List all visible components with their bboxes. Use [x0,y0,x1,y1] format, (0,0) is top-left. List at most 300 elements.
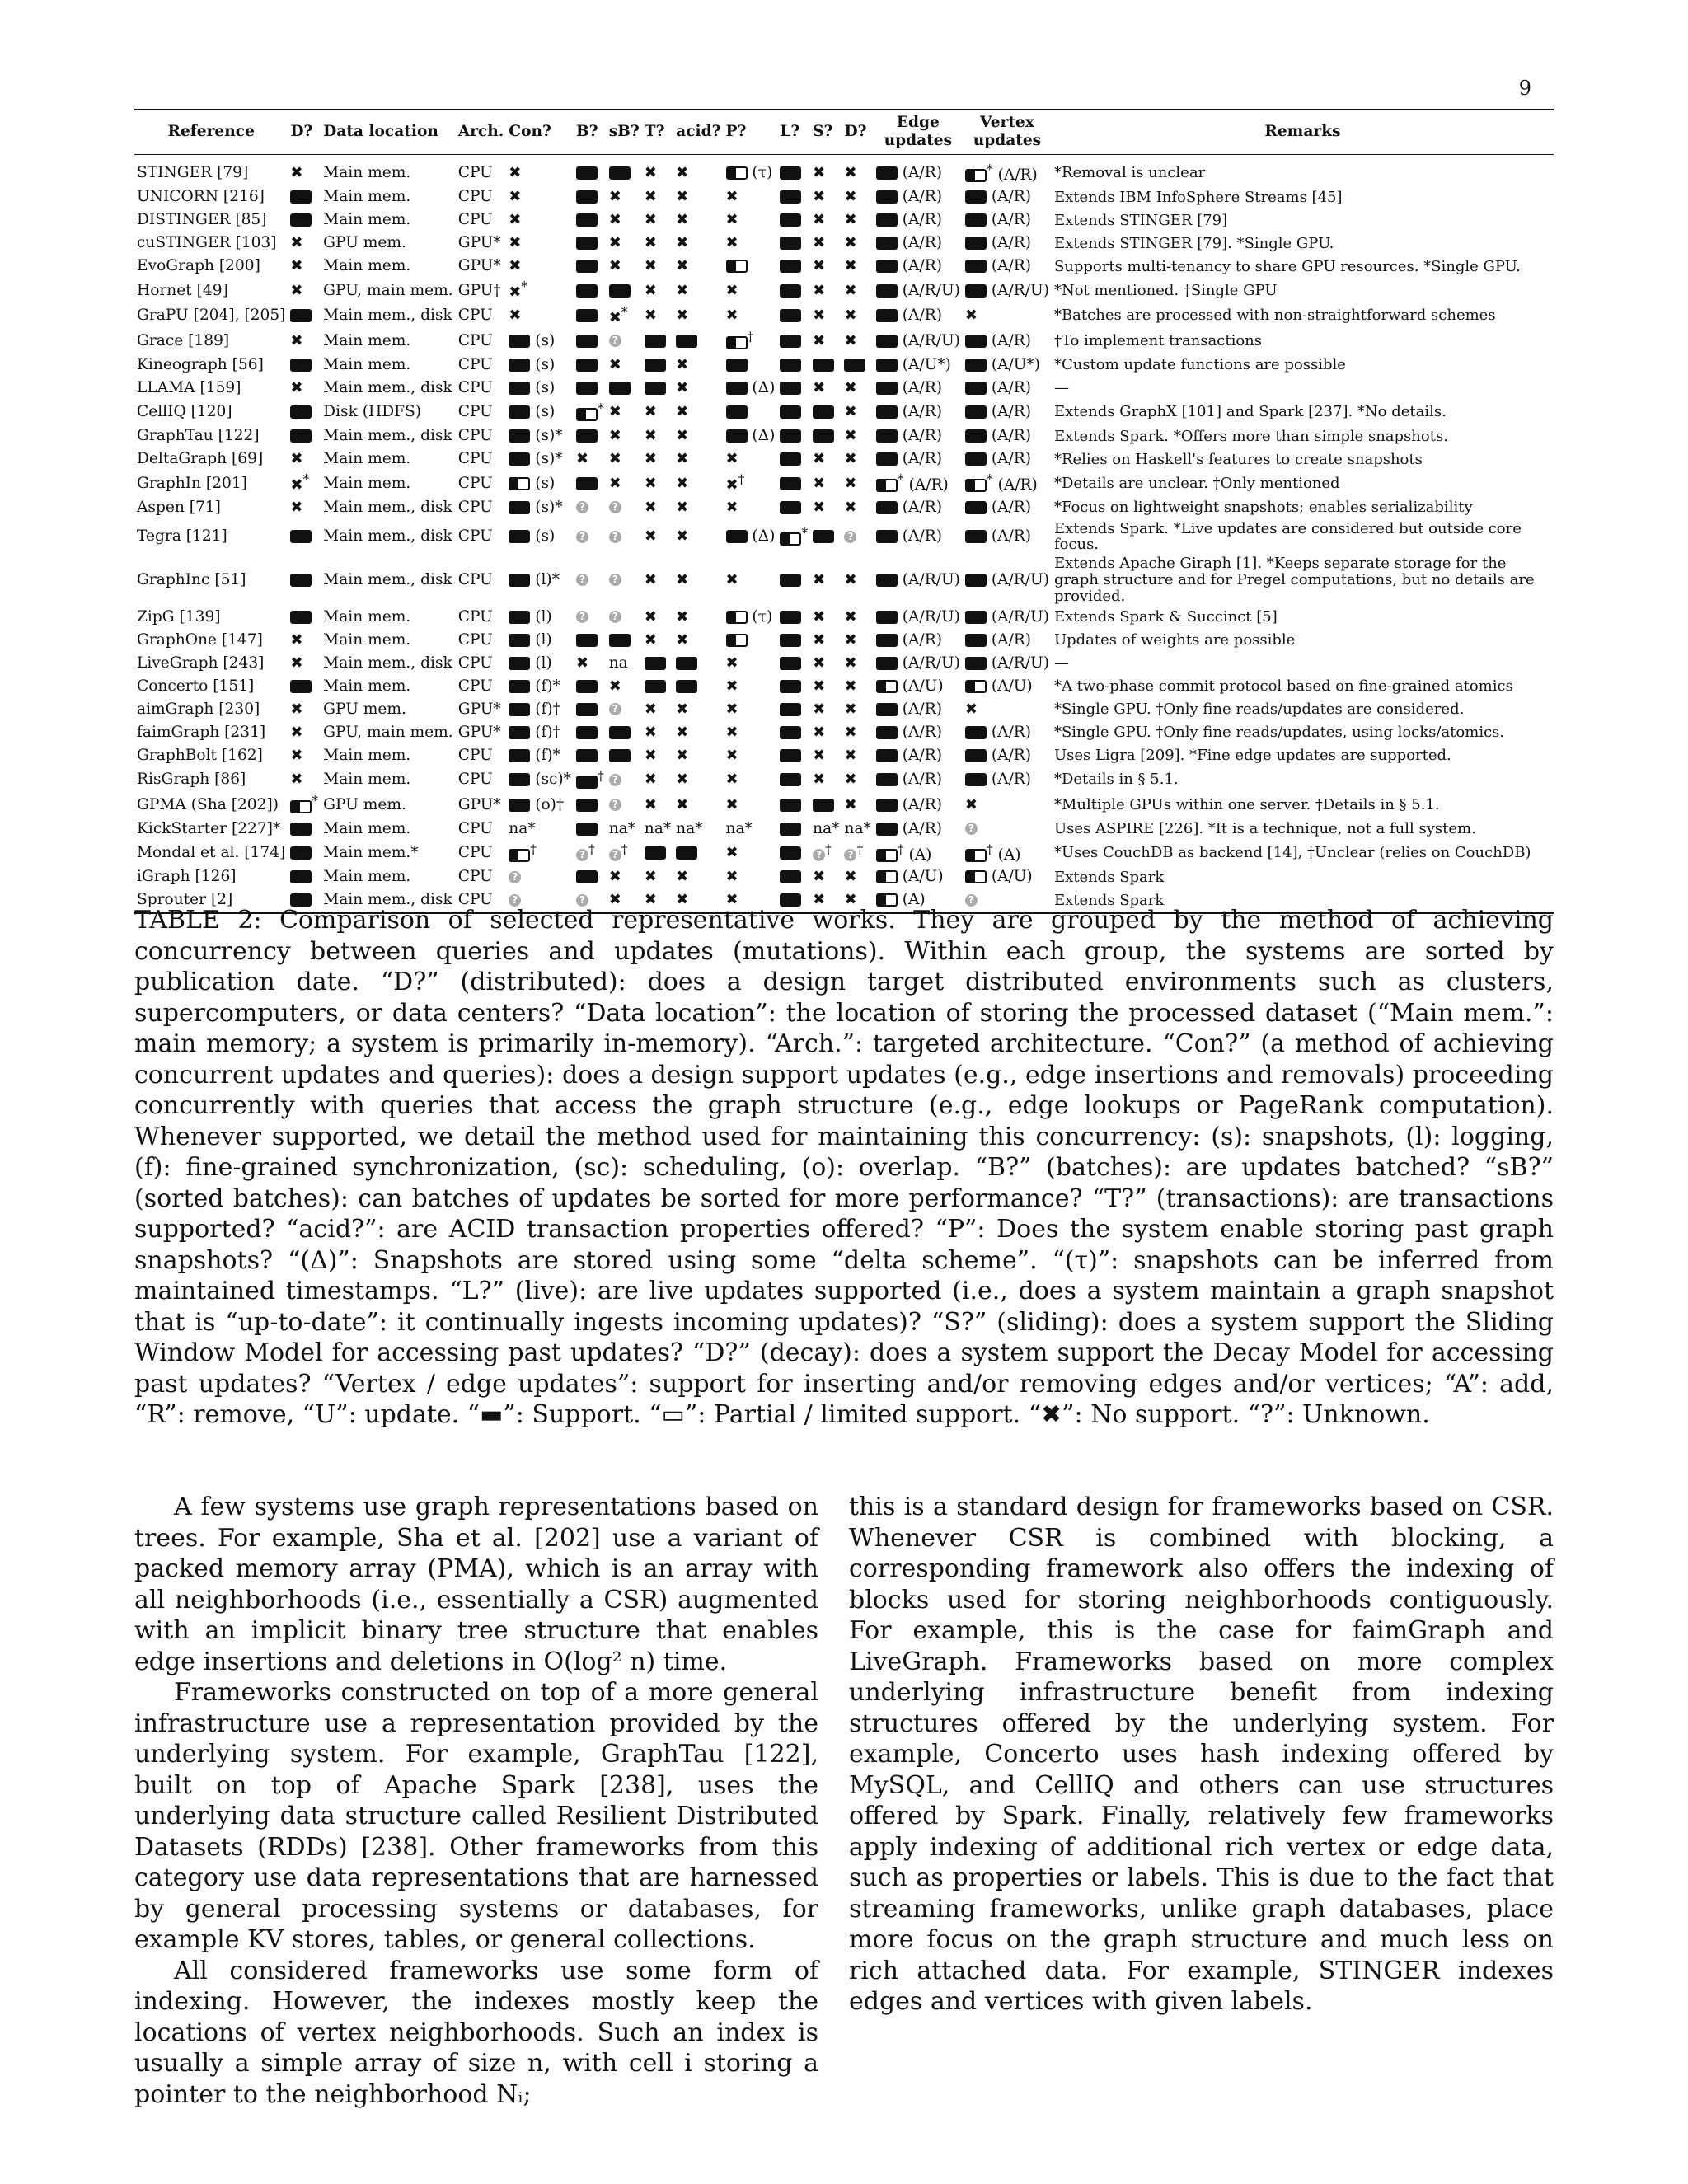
cell-b [574,303,607,329]
support-icon [290,846,312,860]
no-support-icon: ✖ [676,746,689,764]
support-icon [509,429,530,443]
support-icon [576,634,598,647]
cell-remarks [1052,818,1554,841]
cell-text: RisGraph [86] [137,771,246,789]
cell-l [777,255,810,279]
cell-detail: (A/U) [991,868,1033,886]
table-row [134,606,1554,629]
cell-b [574,329,607,354]
cell-text: STINGER [79] [137,164,249,182]
cell-remarks [1052,555,1554,606]
cell-con [506,629,574,652]
cell-t [642,793,673,818]
cell-text: GPU* [457,795,501,813]
cell-con [506,652,574,675]
cell-detail: (A/R) [991,527,1032,546]
cell-detail: (A/R) [991,427,1032,445]
cell-detail: (l) [535,654,552,672]
cell-text: Main mem., disk [323,427,452,445]
cell-text: GraphOne [147] [137,630,263,649]
cell-d [288,652,321,675]
cell-s [810,744,842,767]
header-batches: B? [574,110,607,154]
cell-loc [321,841,456,866]
cell-edge [874,255,963,279]
support-icon [965,726,987,739]
cell-p [724,303,778,329]
cell-p [724,698,778,721]
table-row [134,866,1554,889]
cell-detail: (A/R) [997,476,1038,494]
cell-t [642,606,673,629]
cell-vertex [963,186,1052,209]
cell-p [724,744,778,767]
no-support-icon: ✖ [644,474,657,492]
no-support-icon: ✖ [813,723,826,741]
cell-text: Main mem. [323,257,411,275]
no-support-icon: ✖ [844,630,857,649]
support-icon [780,382,801,395]
cell-con [506,232,574,255]
cell-text: *Custom update functions are possible [1053,356,1346,374]
support-icon [726,382,748,395]
cell-t [642,279,673,304]
partial-support-icon [876,849,898,862]
header-live: L? [777,110,810,154]
cell-ref [134,232,288,255]
table-row [134,154,1554,186]
support-icon [576,359,598,372]
support-icon [576,429,598,443]
cell-detail: (f)† [535,723,560,741]
support-icon [576,284,598,298]
cell-arch [456,471,507,497]
no-support-icon: ✖ [725,723,738,741]
cell-text: *Focus on lightweight snapshots; enables serializability [1053,499,1473,517]
support-icon [965,213,987,227]
no-support-icon: ✖ [509,211,522,229]
table-row [134,555,1554,606]
cell-remarks [1052,606,1554,629]
cell-edge [874,652,963,675]
partial-support-icon [965,479,987,492]
no-support-icon: ✖ [509,307,522,325]
no-support-icon: ✖ [844,188,857,206]
support-icon [645,657,666,670]
support-icon [509,680,530,693]
cell-text: CPU [457,819,493,837]
cell-t [642,425,673,448]
support-icon [965,657,987,670]
cell-acid [673,279,723,304]
no-support-icon: ✖ [844,450,857,468]
support-icon [290,190,312,204]
unknown-icon: ? [609,611,621,623]
cell-remarks [1052,400,1554,425]
cell-detail: (A/U) [991,677,1033,695]
cell-p [724,793,778,818]
cell-detail: (s)* [535,498,563,516]
cell-vertex [963,629,1052,652]
support-icon [576,166,598,180]
cell-p [724,606,778,629]
cell-text: Main mem. [323,868,411,886]
cell-text: Extends Spark [1053,891,1165,909]
cell-arch [456,793,507,818]
no-support-icon: ✖ [608,474,621,492]
cell-p [724,675,778,698]
cell-detail: (A/R) [902,211,942,229]
no-support-icon: ✖ [725,211,738,229]
cell-detail: (f)† [535,700,560,718]
support-icon [965,773,987,786]
cell-text: Uses Ligra [209]. *Fine edge updates are supported. [1053,747,1451,765]
support-icon [609,166,631,180]
cell-t [642,767,673,793]
no-support-icon: ✖ [844,607,857,626]
cell-arch [456,154,507,186]
support-icon [780,773,801,786]
cell-t [642,496,673,519]
cell-b [574,793,607,818]
table-row [134,329,1554,354]
cell-edge [874,606,963,629]
support-icon [780,190,801,204]
cell-dd [842,652,873,675]
cell-text: Extends IBM InfoSphere Streams [45] [1053,188,1343,206]
partial-support-icon [726,336,748,349]
unknown-icon: ? [844,531,856,543]
cell-s [810,698,842,721]
cell-text: GraphIn [201] [137,474,247,492]
no-support-icon: ✖ [290,498,303,516]
table-row [134,675,1554,698]
no-support-icon: ✖ [676,307,689,325]
cell-acid [673,841,723,866]
cell-text: na* [725,819,753,837]
cell-sb [607,744,642,767]
cell-con [506,400,574,425]
cell-sb [607,329,642,354]
cell-text: Main mem. [323,474,411,492]
cell-text: Sprouter [2] [137,891,233,909]
cell-text: Hornet [49] [137,281,228,299]
cell-s: ? † [810,841,842,866]
no-support-icon: ✖ [725,450,738,468]
support-icon [780,680,801,693]
no-support-icon: ✖ [608,891,621,909]
cell-text: GPU mem. [323,234,406,252]
partial-support-icon [965,849,987,862]
cell-text: DeltaGraph [69] [137,450,264,468]
cell-s [810,652,842,675]
cell-remarks [1052,279,1554,304]
cell-t [642,652,673,675]
table-row [134,471,1554,497]
table-row [134,698,1554,721]
support-icon [576,680,598,693]
unknown-icon: ? [576,574,588,586]
no-support-icon: ✖ [725,677,738,695]
header-acid: acid? [673,110,723,154]
cell-detail: (τ) [752,607,773,626]
no-support-icon: ✖ [644,700,657,718]
support-icon [813,405,834,419]
no-support-icon: ✖ [608,257,621,275]
cell-p [724,354,778,377]
cell-d [288,209,321,232]
cell-ref [134,866,288,889]
cell-text: CPU [457,211,493,229]
cell-loc [321,425,456,448]
cell-sb [607,675,642,698]
cell-ref [134,744,288,767]
support-icon [609,634,631,647]
cell-l [777,793,810,818]
cell-text: Main mem. [323,450,411,468]
cell-b [574,279,607,304]
no-support-icon: ✖ [644,607,657,626]
cell-loc [321,255,456,279]
cell-dd [842,448,873,471]
cell-text: ZipG [139] [137,607,221,626]
cell-dd [842,675,873,698]
cell-ref [134,209,288,232]
cell-vertex: † (A) [963,841,1052,866]
no-support-icon: ✖ [676,630,689,649]
cell-acid [673,255,723,279]
cell-acid [673,303,723,329]
cell-vertex [963,354,1052,377]
cell-text: GPU* [457,700,501,718]
no-support-icon: ✖ [608,427,621,445]
cell-d [288,841,321,866]
cell-acid [673,818,723,841]
cell-loc [321,400,456,425]
cell-detail: (A/R) [991,403,1032,421]
unknown-icon: ? [609,531,621,543]
support-icon [876,611,898,624]
cell-b [574,675,607,698]
no-support-icon: ✖ [844,498,857,516]
cell-ref [134,329,288,354]
no-support-icon: ✖ [676,891,689,909]
cell-text: CPU [457,746,493,764]
cell-t [642,303,673,329]
cell-ref [134,818,288,841]
cell-text: GraPU [204], [205] [137,307,286,325]
support-icon [576,823,598,836]
support-icon [290,823,312,836]
no-support-icon: ✖ [844,307,857,325]
cell-d [288,675,321,698]
cell-d [288,255,321,279]
cell-l [777,354,810,377]
support-icon [509,703,530,716]
no-support-icon: ✖ [844,677,857,695]
cell-vertex [963,519,1052,555]
cell-detail: (A/R) [991,746,1032,764]
support-icon [290,429,312,443]
cell-loc [321,448,456,471]
cell-remarks [1052,866,1554,889]
header-transactions: T? [642,110,673,154]
table-row [134,519,1554,555]
cell-con [506,377,574,400]
partial-support-icon [780,532,801,546]
no-support-icon: ✖ [725,654,738,672]
no-support-icon: ✖ [725,498,738,516]
cell-d [288,329,321,354]
cell-vertex [963,675,1052,698]
cell-ref [134,154,288,186]
cell-text: Extends Apache Giraph [1]. *Keeps separate storage for the graph structure and for Pregel computations, but no details are provided. [1053,555,1535,605]
cell-dd [842,186,873,209]
cell-t [642,400,673,425]
cell-con [506,154,574,186]
cell-arch [456,866,507,889]
cell-dd [842,377,873,400]
cell-t [642,818,673,841]
support-icon [645,680,666,693]
header-distributed: D? [288,110,321,154]
cell-remarks [1052,303,1554,329]
cell-ref [134,377,288,400]
cell-s [810,354,842,377]
header-past: P? [724,110,778,154]
unknown-icon: ? [844,849,856,861]
cell-text: Supports multi-tenancy to share GPU resources. *Single GPU. [1053,257,1521,275]
cell-detail: (sc)* [535,771,571,789]
partial-support-icon [965,870,987,883]
cell-con [506,186,574,209]
cell-text: cuSTINGER [103] [137,234,277,252]
cell-loc [321,767,456,793]
table-row [134,744,1554,767]
cell-text: Extends Spark [1053,868,1165,886]
support-icon [509,574,530,587]
no-support-icon: ✖ [676,211,689,229]
cell-l [777,471,810,497]
cell-detail: (A/R) [991,188,1032,206]
cell-edge [874,303,963,329]
cell-con [506,255,574,279]
cell-detail: (A/R) [902,450,942,468]
no-support-icon: ✖ [644,795,657,813]
cell-con [506,209,574,232]
cell-acid [673,471,723,497]
cell-s [810,721,842,744]
cell-edge [874,767,963,793]
cell-arch [456,377,507,400]
cell-vertex [963,400,1052,425]
cell-t [642,471,673,497]
no-support-icon: ✖ [644,307,657,325]
cell-ref [134,675,288,698]
cell-sb [607,354,642,377]
cell-s [810,232,842,255]
header-reference: Reference [134,110,288,154]
cell-remarks [1052,329,1554,354]
cell-b [574,519,607,555]
support-icon [965,190,987,204]
cell-con [506,303,574,329]
cell-detail: (A/R) [902,630,942,649]
no-support-icon: ✖ [813,746,826,764]
cell-p [724,154,778,186]
cell-sb [607,232,642,255]
cell-loc [321,744,456,767]
cell-text: CPU [457,427,493,445]
cell-text: CPU [457,891,493,909]
no-support-icon: ✖ [608,677,621,695]
support-icon [876,530,898,543]
cell-p [724,232,778,255]
cell-acid [673,793,723,818]
cell-b: † [574,767,607,793]
cell-b [574,186,607,209]
support-icon [780,846,801,860]
cell-arch [456,675,507,698]
cell-detail: (Δ) [752,427,776,445]
cell-text: Tegra [121] [137,527,227,546]
no-support-icon: ✖ [644,450,657,468]
cell-vertex [963,721,1052,744]
support-icon [509,452,530,466]
cell-detail: (l)* [535,570,560,588]
cell-sb [607,652,642,675]
cell-text: Main mem. [323,677,411,695]
support-icon [780,799,801,812]
cell-acid [673,354,723,377]
cell-edge [874,629,963,652]
cell-b: * [574,400,607,425]
no-support-icon: ✖ [676,378,689,396]
cell-d [288,232,321,255]
cell-detail: (f)* [535,677,560,695]
cell-dd [842,400,873,425]
no-support-icon: ✖ [813,281,826,299]
cell-ref [134,767,288,793]
support-icon [965,634,987,647]
cell-text: *Details are unclear. †Only mentioned [1053,474,1340,492]
no-support-icon: ✖ [676,403,689,421]
cell-text: CPU [457,630,493,649]
cell-dd [842,279,873,304]
support-icon [676,846,697,860]
cell-text: Main mem., disk [323,498,452,516]
support-icon [876,657,898,670]
table-row [134,377,1554,400]
cell-text: faimGraph [231] [137,723,266,741]
cell-p [724,279,778,304]
cell-detail: (s)* [535,427,563,445]
unknown-icon: ? [965,823,978,835]
cell-p [724,496,778,519]
cell-con [506,866,574,889]
cell-text: na* [509,819,536,837]
cell-s [810,209,842,232]
support-icon [780,726,801,739]
cell-detail: (A/U*) [991,355,1040,373]
cell-s [810,818,842,841]
cell-vertex [963,767,1052,793]
cell-detail: (A/R) [902,498,942,516]
support-icon [780,237,801,250]
cell-arch [456,496,507,519]
cell-vertex [963,232,1052,255]
